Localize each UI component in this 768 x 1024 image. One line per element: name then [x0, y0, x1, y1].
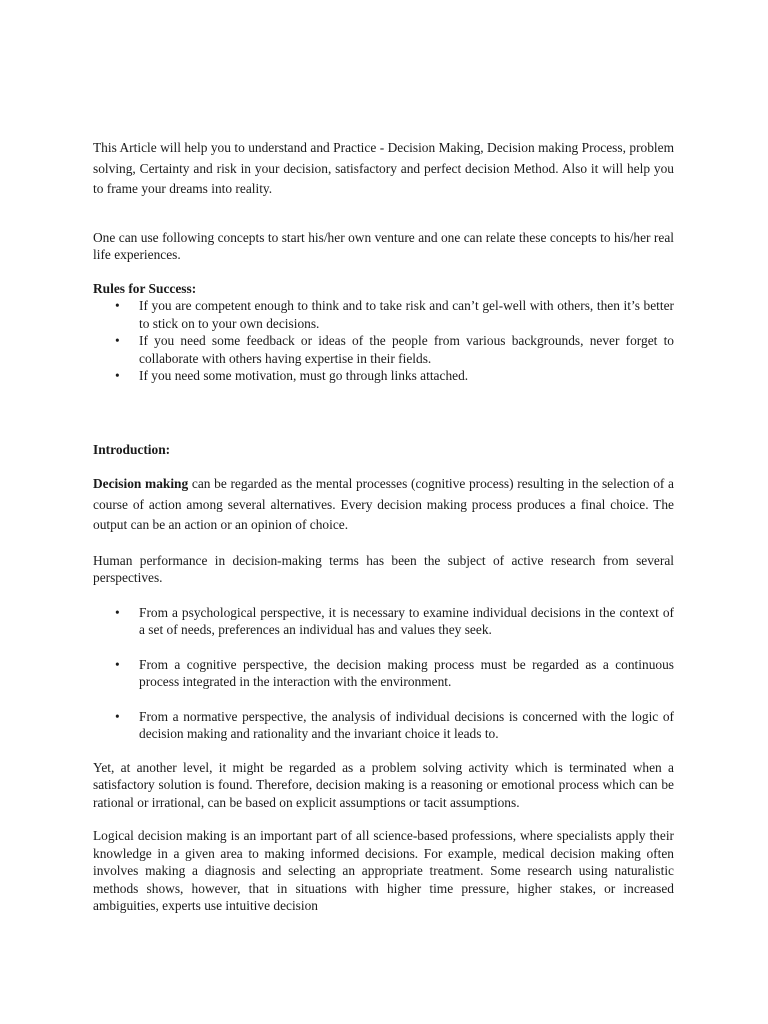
- rules-heading: Rules for Success:: [93, 280, 197, 296]
- perspectives-list: [93, 604, 674, 743]
- bullet-icon: •: [115, 368, 120, 383]
- logical-decision-paragraph: Logical decision making is an important part of all science-based professions, where specialists apply their knowledge in a given area to making informed decisions. For example, medical decision making often involves making a diagnosis and selecting an appropriate treatment. Some research using naturalistic methods shows, however, that in situations with higher time pressure, higher stakes, or increased ambiguities, experts use intuitive decision: [93, 828, 674, 913]
- bullet-icon: •: [115, 604, 120, 620]
- decision-making-text: can be regarded as the mental processes (cognitive process) resulting in the selection of a course of action among several alternatives. Every decision making process produces a final choice. The output can be an action or an opinion of choice.: [93, 476, 674, 532]
- perspective-text: From a cognitive perspective, the decision making process must be regarded as a continuous process integrated in the interaction with the environment.: [139, 656, 674, 689]
- bullet-icon: •: [115, 333, 120, 348]
- bullet-icon: •: [115, 656, 120, 672]
- decision-making-paragraph: [93, 474, 674, 536]
- rules-list: [93, 297, 674, 385]
- decision-making-term: Decision making: [93, 476, 189, 491]
- list-item: [93, 708, 674, 743]
- bullet-icon: •: [115, 708, 120, 724]
- rule-text: If you are competent enough to think and to take risk and can’t gel-well with others, then it’s better to stick on to your own decisions.: [139, 298, 674, 331]
- list-item: [93, 656, 674, 691]
- list-item: [93, 604, 674, 639]
- intro-paragraph: This Article will help you to understand and Practice - Decision Making, Decision making Process, problem solving, Certainty and risk in your decision, satisfactory and perfect decision Method. Also it will help you to frame your dreams into reality.: [93, 140, 674, 196]
- rule-text: If you need some motivation, must go through links attached.: [139, 368, 469, 383]
- perspective-text: From a psychological perspective, it is necessary to examine individual decisions in the context of a set of needs, preferences an individual has and values they seek.: [139, 604, 674, 637]
- human-performance-paragraph: Human performance in decision-making terms has been the subject of active research from several perspectives.: [93, 552, 674, 585]
- list-item: [93, 367, 674, 385]
- document-page: [93, 138, 674, 915]
- list-item: [93, 297, 674, 332]
- venture-paragraph: One can use following concepts to start his/her own venture and one can relate these concepts to his/her real life experiences.: [93, 229, 674, 262]
- list-item: [93, 332, 674, 367]
- rule-text: If you need some feedback or ideas of the people from various backgrounds, never forget to collaborate with others having expertise in their fields.: [139, 333, 674, 366]
- perspective-text: From a normative perspective, the analysis of individual decisions is concerned with the logic of decision making and rationality and the invariant choice it leads to.: [139, 708, 674, 741]
- bullet-icon: •: [115, 298, 120, 313]
- introduction-heading: Introduction:: [93, 441, 171, 457]
- problem-solving-paragraph: Yet, at another level, it might be regarded as a problem solving activity which is terminated when a satisfactory solution is found. Therefore, decision making is a reasoning or emotional process which can be rational or irrational, can be based on explicit assumptions or tacit assumptions.: [93, 759, 674, 810]
